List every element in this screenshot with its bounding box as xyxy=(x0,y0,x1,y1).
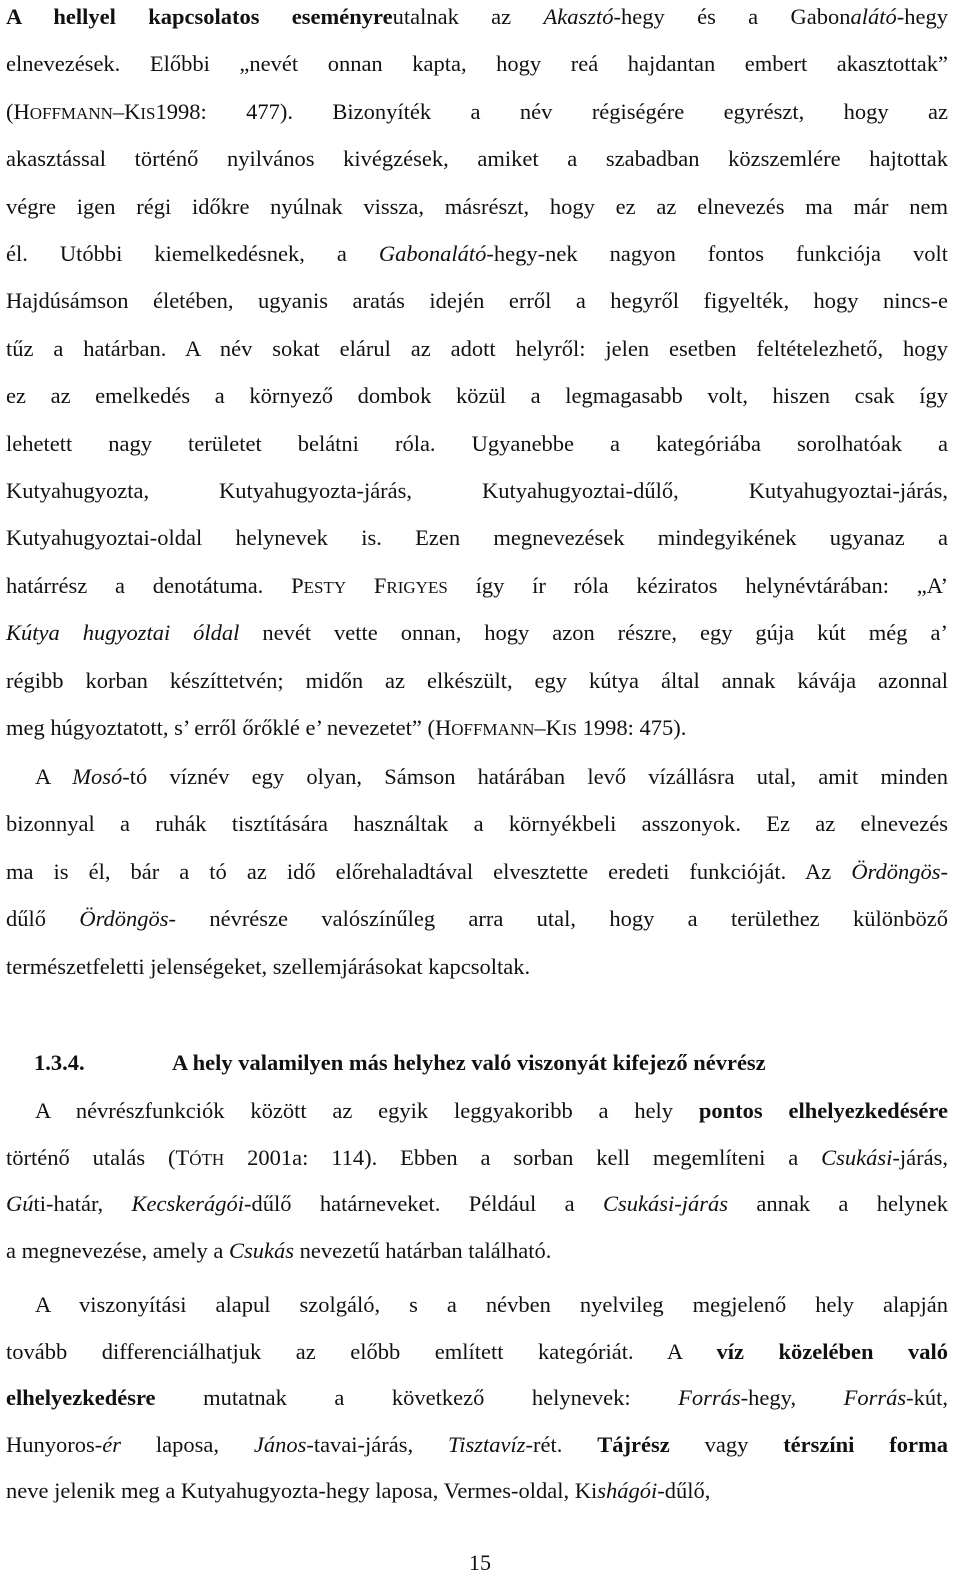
text-run: Forrás xyxy=(843,1385,907,1410)
text-run: Ördöngös xyxy=(79,906,169,932)
text-run: - névrésze valószínűleg arra utal, hogy a területhez különböző xyxy=(168,906,948,932)
text-run: akasztással történő nyilvános kivégzések, amiket a szabadban közszemlére hajtottak xyxy=(6,146,948,172)
text-run: Akasztó xyxy=(543,4,614,29)
text-line xyxy=(6,145,948,173)
text-run: ez az emelkedés a környező dombok közül a legmagasabb volt, hiszen csak így xyxy=(6,383,948,409)
text-run: ÓTH xyxy=(189,1149,225,1169)
text-run: víz közelében való xyxy=(716,1338,948,1364)
text-run: dűlő xyxy=(6,906,80,932)
text-run: F xyxy=(346,572,387,598)
text-run: -rét. xyxy=(525,1431,598,1457)
text-run: Kútya hugyoztai óldal xyxy=(6,620,240,646)
text-run: Mosó xyxy=(72,764,123,789)
text-run: Csukási-járás xyxy=(602,1191,728,1216)
text-run: Kutyahugyoztai-oldal helynevek is. Ezen megnevezések mindegyikének ugyanaz a xyxy=(6,525,948,551)
text-run: -dűlő, xyxy=(657,1478,711,1503)
text-run: Csukási xyxy=(821,1144,893,1170)
text-line xyxy=(6,1431,948,1459)
text-line xyxy=(6,98,948,128)
text-line xyxy=(6,1477,948,1505)
text-line xyxy=(6,714,948,744)
text-run: Gabonalátó xyxy=(378,241,487,266)
text-run: A xyxy=(35,764,73,789)
text-run: A viszonyítási alapul szolgáló, s a névben nyelvileg megjelenő hely alapján xyxy=(35,1292,948,1317)
text-run: történő utalás (T xyxy=(6,1144,190,1170)
text-run: ma is él, bár a tó az idő előrehaladtával elvesztette eredeti funkcióját. Az xyxy=(6,858,852,884)
text-run: pontos elhelyezkedésére xyxy=(698,1098,948,1123)
text-line xyxy=(6,430,948,458)
text-run: elnevezések. Előbbi „nevét onnan kapta, hogy reá hajdantan embert akasztottak” xyxy=(6,51,948,77)
text-run: –K xyxy=(112,98,141,124)
text-run: így ír róla kéziratos helynévtárában: „A’ xyxy=(447,572,949,598)
text-run: -hegy xyxy=(896,4,949,29)
text-run: -hegy-nek nagyon fontos funkciója volt xyxy=(486,241,949,266)
text-run: Tájrész xyxy=(597,1431,670,1457)
text-run: -járás, xyxy=(892,1144,948,1170)
text-run: a megnevezése, amely a xyxy=(6,1237,230,1263)
text-run: lehetett nagy területet belátni róla. Ugyanebbe a kategóriába sorolhatóak a xyxy=(6,430,948,456)
text-run: neve jelenik meg a Kutyahugyozta-hegy laposa, Vermes-oldal, Ki xyxy=(6,1478,598,1503)
text-line xyxy=(6,50,948,78)
text-run: OFFMANN xyxy=(451,720,535,739)
text-run: -dűlő határneveket. Például a xyxy=(244,1191,603,1216)
text-run: elhelyezkedésre xyxy=(6,1385,156,1410)
text-run: Tisztavíz xyxy=(448,1431,526,1457)
text-run: él. Utóbbi kiemelkedésnek, a xyxy=(6,241,379,266)
text-run: végre igen régi időkre nyúlnak vissza, másrészt, hogy ez az elnevezés ma már nem xyxy=(6,193,948,219)
text-run: -hegy és a Gabon xyxy=(613,4,851,29)
text-run: alátó xyxy=(850,4,897,29)
text-line xyxy=(6,810,948,838)
section-heading xyxy=(34,1049,766,1077)
text-line xyxy=(6,667,948,695)
text-run: laposa, xyxy=(121,1431,254,1457)
text-run: tovább differenciálhatjuk az előbb említett kategóriát. A xyxy=(6,1338,717,1364)
text-run: határrész a denotátuma. P xyxy=(6,572,304,598)
text-line xyxy=(6,193,948,221)
text-run: régibb korban készíttetvén; midőn az elkészült, egy kútya által annak kávája azonnal xyxy=(6,667,948,693)
text-run: RIGYES xyxy=(386,577,448,597)
text-line xyxy=(6,1237,948,1265)
text-run: 2001a: 114). Ebben a sorban kell megemlíteni a xyxy=(224,1144,822,1170)
text-line xyxy=(6,1338,948,1366)
text-run: –K xyxy=(534,715,562,740)
text-run: - xyxy=(940,858,948,884)
text-run: IS xyxy=(140,103,156,123)
text-line xyxy=(6,619,948,647)
text-run: 1998: 477). Bizonyíték a név régiségére egyrészt, hogy az xyxy=(155,98,948,124)
section-number: 1.3.4. xyxy=(34,1050,85,1075)
text-line xyxy=(6,572,948,602)
text-run: Kecskerágói xyxy=(131,1191,245,1216)
text-line xyxy=(6,382,948,410)
text-run: meg húgyoztatott, s’ erről őrőklé e’ nevezetet” (H xyxy=(6,715,452,740)
text-run: annak a helynek xyxy=(727,1191,948,1216)
text-run: mutatnak a következő helynevek: xyxy=(155,1385,679,1410)
text-line xyxy=(6,953,948,981)
text-line xyxy=(6,763,948,791)
text-run: Hunyoros- xyxy=(6,1431,103,1457)
text-run: Forrás xyxy=(678,1385,741,1410)
text-line xyxy=(6,1144,948,1174)
text-run: nevét vette onnan, hogy azon részre, egy gúja kút még a’ xyxy=(239,620,948,646)
text-run: OFFMANN xyxy=(29,103,113,123)
text-run: -hegy, xyxy=(740,1385,844,1410)
text-line xyxy=(6,287,948,315)
text-line xyxy=(6,1190,948,1218)
text-line xyxy=(6,905,948,933)
text-line xyxy=(6,1384,948,1412)
text-line xyxy=(6,1291,948,1319)
section-title: A hely valamilyen más helyhez való viszonyát kifejező névrész xyxy=(172,1050,766,1075)
text-line xyxy=(6,858,948,886)
page-number: 15 xyxy=(469,1550,491,1575)
text-run: ti-határ, xyxy=(33,1191,132,1216)
text-run: térszíni forma xyxy=(783,1431,948,1457)
text-run: ESTY xyxy=(303,577,347,597)
text-run: ér xyxy=(102,1431,121,1457)
text-run: (H xyxy=(6,98,30,124)
text-run: nevezetű határban található. xyxy=(294,1237,552,1263)
text-line xyxy=(6,477,948,505)
text-run: bizonnyal a ruhák tisztítására használtak a környékbeli asszonyok. Ez az elnevezés xyxy=(6,811,948,837)
text-run: természetfeletti jelenségeket, szellemjárásokat kapcsoltak. xyxy=(6,953,531,979)
text-run: Ördöngös xyxy=(851,858,941,884)
text-run: A névrészfunkciók között az egyik leggyakoribb a hely xyxy=(35,1098,699,1123)
text-run: Hajdúsámson életében, ugyanis aratás idején erről a hegyről figyelték, hogy nincs-e xyxy=(6,288,948,314)
text-run: -kút, xyxy=(906,1385,948,1410)
text-run: A hellyel kapcsolatos eseményre xyxy=(6,4,393,29)
text-run: utalnak az xyxy=(392,4,544,29)
text-line xyxy=(6,240,948,268)
text-run: tűz a határban. A név sokat elárul az adott helyről: jelen esetben feltételezhető, hogy xyxy=(6,335,948,361)
text-run: IS xyxy=(561,720,577,739)
text-line xyxy=(6,524,948,552)
text-run: -tavai-járás, xyxy=(306,1431,448,1457)
text-run: János xyxy=(253,1431,307,1457)
text-line xyxy=(6,1097,948,1125)
text-run: shágói xyxy=(597,1478,658,1503)
text-run: -tó víznév egy olyan, Sámson határában levő vízállásra utal, amit minden xyxy=(122,764,948,789)
text-run: 1998: 475). xyxy=(577,715,687,740)
text-run: vagy xyxy=(669,1431,784,1457)
text-run: Csukás xyxy=(229,1237,295,1263)
text-line xyxy=(6,335,948,363)
text-run: Kutyahugyozta, Kutyahugyozta-járás, Kutyahugyoztai-dűlő, Kutyahugyoztai-járás, xyxy=(6,478,948,503)
text-line xyxy=(6,3,948,31)
text-run: Gú xyxy=(6,1191,34,1216)
